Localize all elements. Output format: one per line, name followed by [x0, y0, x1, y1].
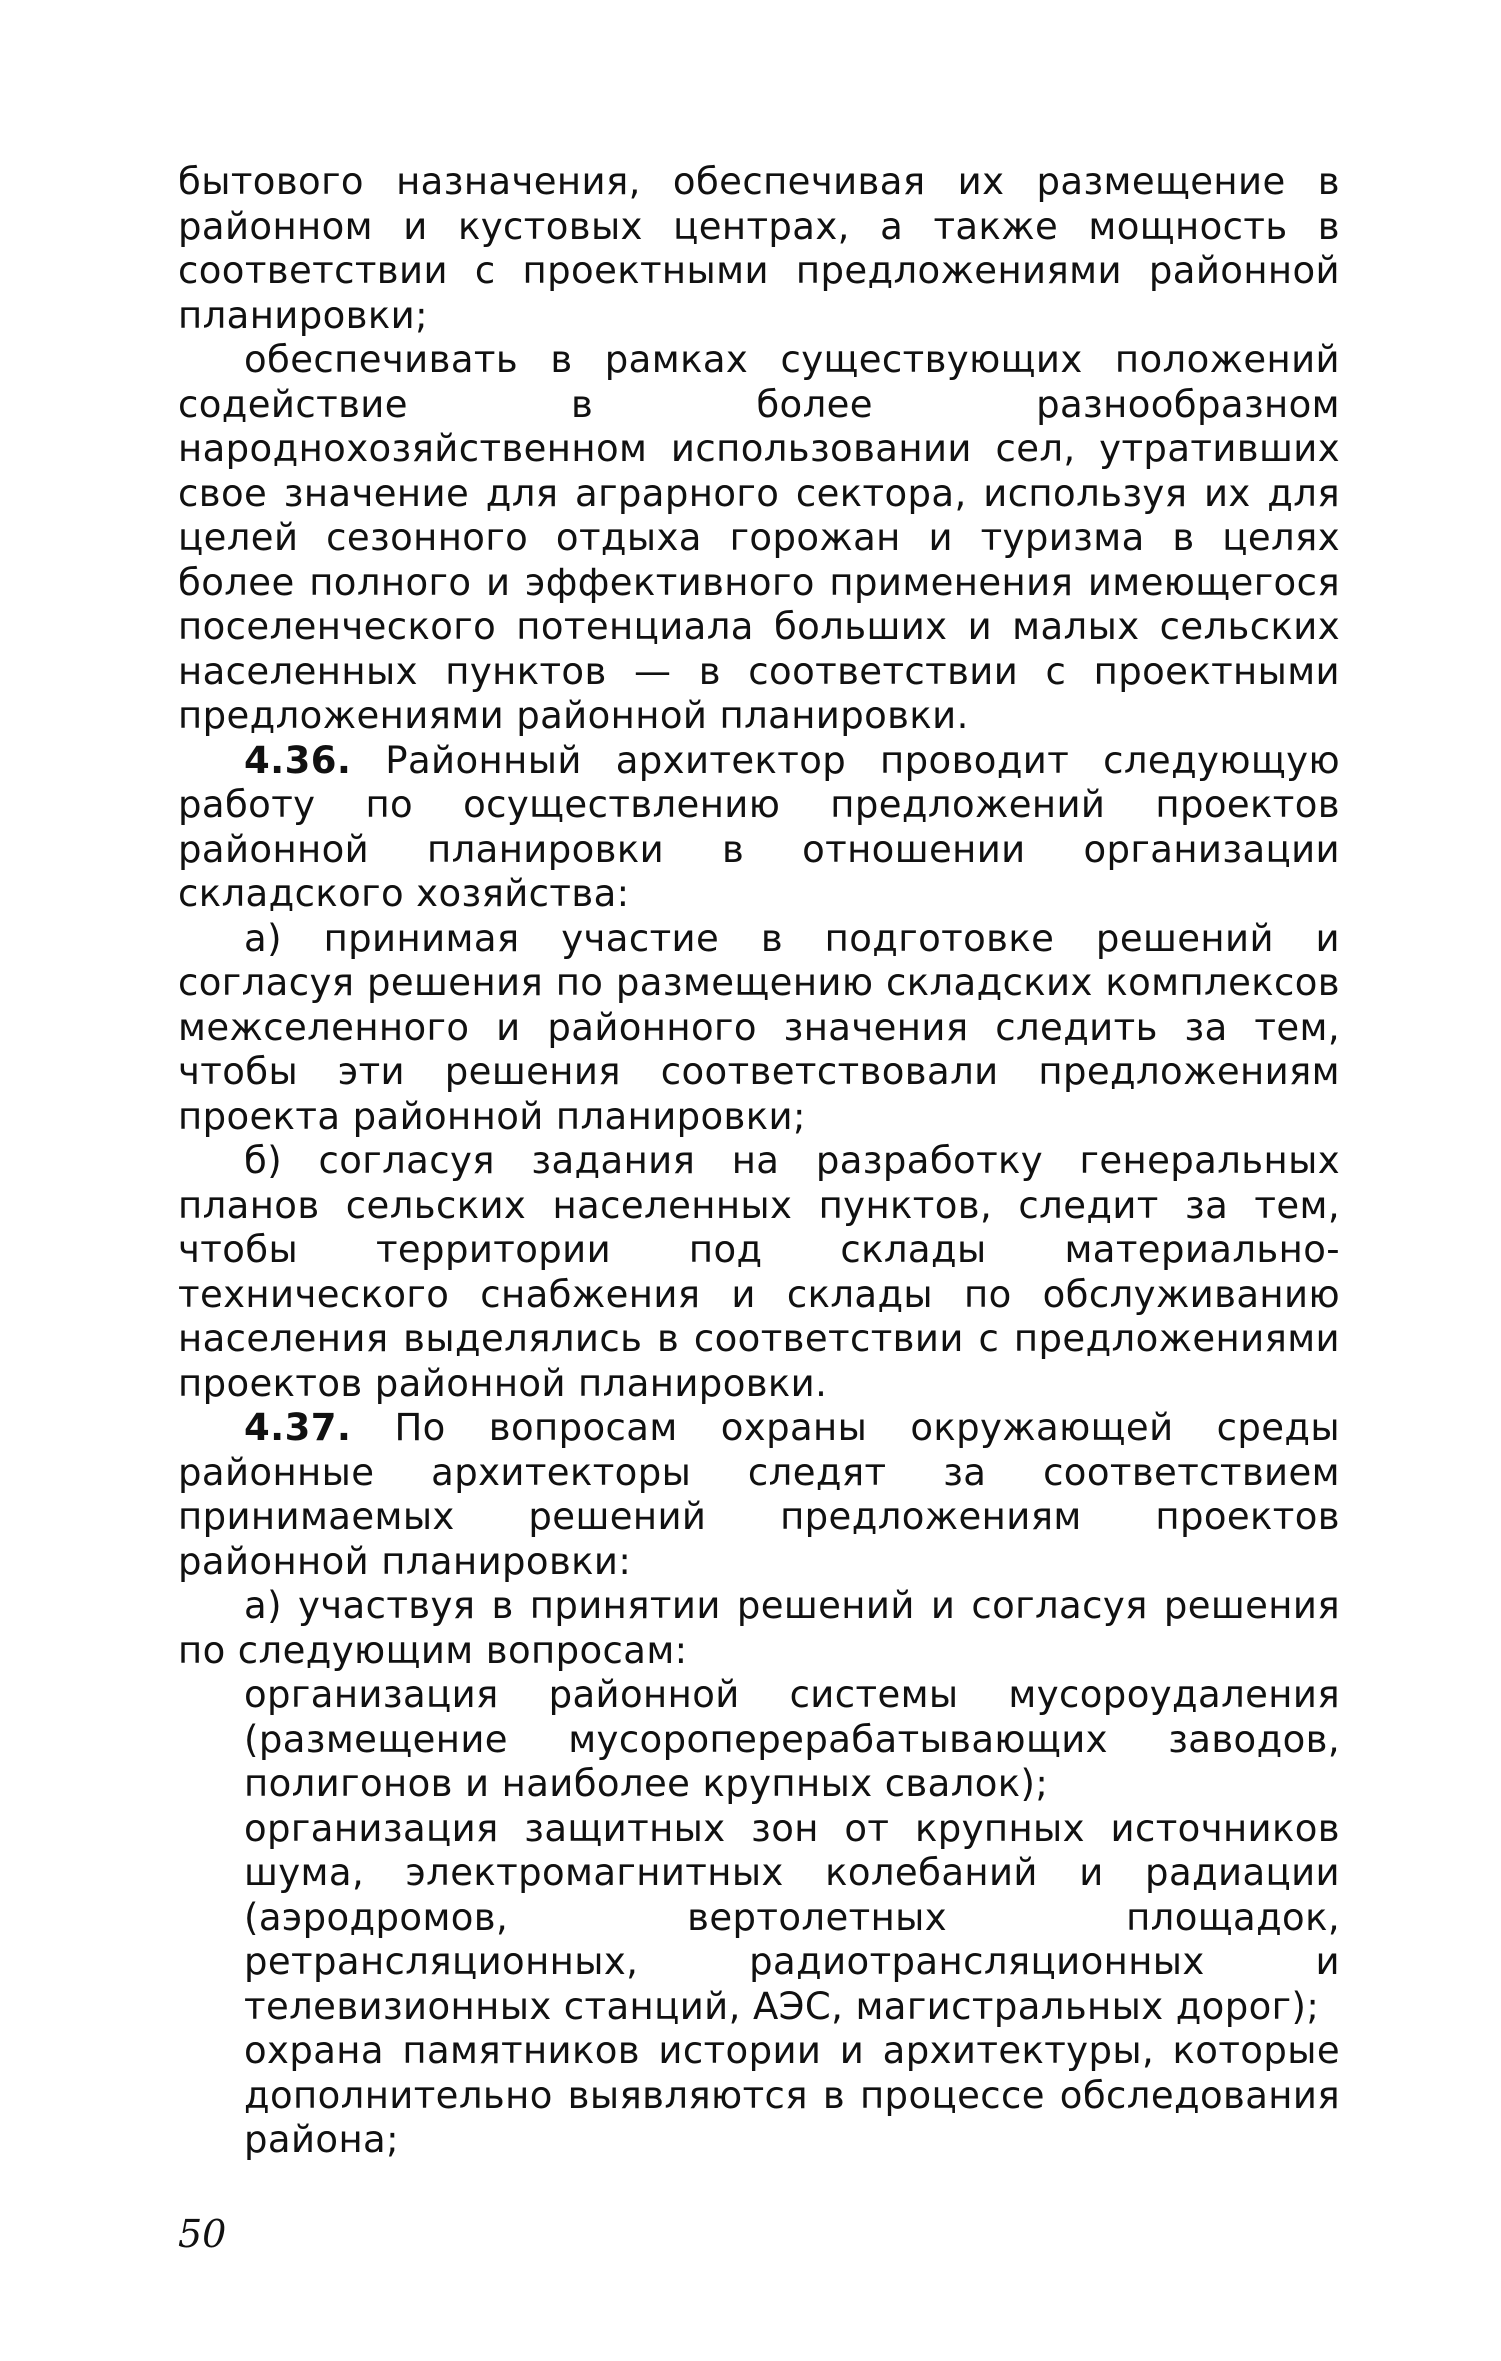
sub-paragraph-1: организация районной системы мусороудаления (размещение мусороперерабатывающих заводов, полигонов и наиболее крупных свалок);	[244, 1673, 1340, 1805]
clause-text: По вопросам охраны окружающей среды районные архитекторы следят за соответствием принимаемых решений предложениям проектов районной планировки:	[178, 1406, 1340, 1583]
paragraph-item-a: а) принимая участие в подготовке решений и согласуя решения по размещению складских комплексов межселенного и районного значения следить за тем, чтобы эти решения соответствовали предложениям проекта районной планировки;	[178, 916, 1340, 1138]
clause-text: Районный архитектор проводит следующую работу по осуществлению предложений проектов районной планировки в отношении организации складского хозяйства:	[178, 738, 1340, 915]
page-number: 50	[178, 2212, 227, 2256]
sub-paragraph-3: охрана памятников истории и архитектуры, которые дополнительно выявляются в процессе обследования района;	[244, 2029, 1340, 2161]
paragraph-item-a-2: а) участвуя в принятии решений и согласуя решения по следующим вопросам:	[178, 1584, 1340, 1672]
paragraph-1: бытового назначения, обеспечивая их размещение в районном и кустовых центрах, а также мощность в соответствии с проектными предложениями районной планировки;	[178, 160, 1340, 337]
paragraph-item-b: б) согласуя задания на разработку генеральных планов сельских населенных пунктов, следит за тем, чтобы территории под склады материально-технического снабжения и склады по обслуживанию населения выделялись в соответствии с предложениями проектов районной планировки.	[178, 1139, 1340, 1405]
clause-number: 4.36.	[244, 738, 352, 782]
clause-number: 4.37.	[244, 1406, 352, 1449]
paragraph-2: обеспечивать в рамках существующих положений содействие в более разнообразном народнохозяйственном использовании сел, утративших свое значение для аграрного сектора, используя их для целей сезонного отдыха горожан и туризма в целях более полного и эффективного применения имеющегося поселенческого потенциала больших и малых сельских населенных пунктов — в соответствии с проектными предложениями районной планировки.	[178, 338, 1340, 737]
page-body	[178, 160, 1340, 2163]
paragraph-4-36	[178, 739, 1340, 917]
paragraph-4-37	[178, 1406, 1340, 1584]
sub-paragraph-2: организация защитных зон от крупных источников шума, электромагнитных колебаний и радиации (аэродромов, вертолетных площадок, ретрансляционных, радиотрансляционных и телевизионных станций, АЭС, магистральных дорог);	[244, 1806, 1340, 2028]
sub-list	[178, 1673, 1340, 2163]
